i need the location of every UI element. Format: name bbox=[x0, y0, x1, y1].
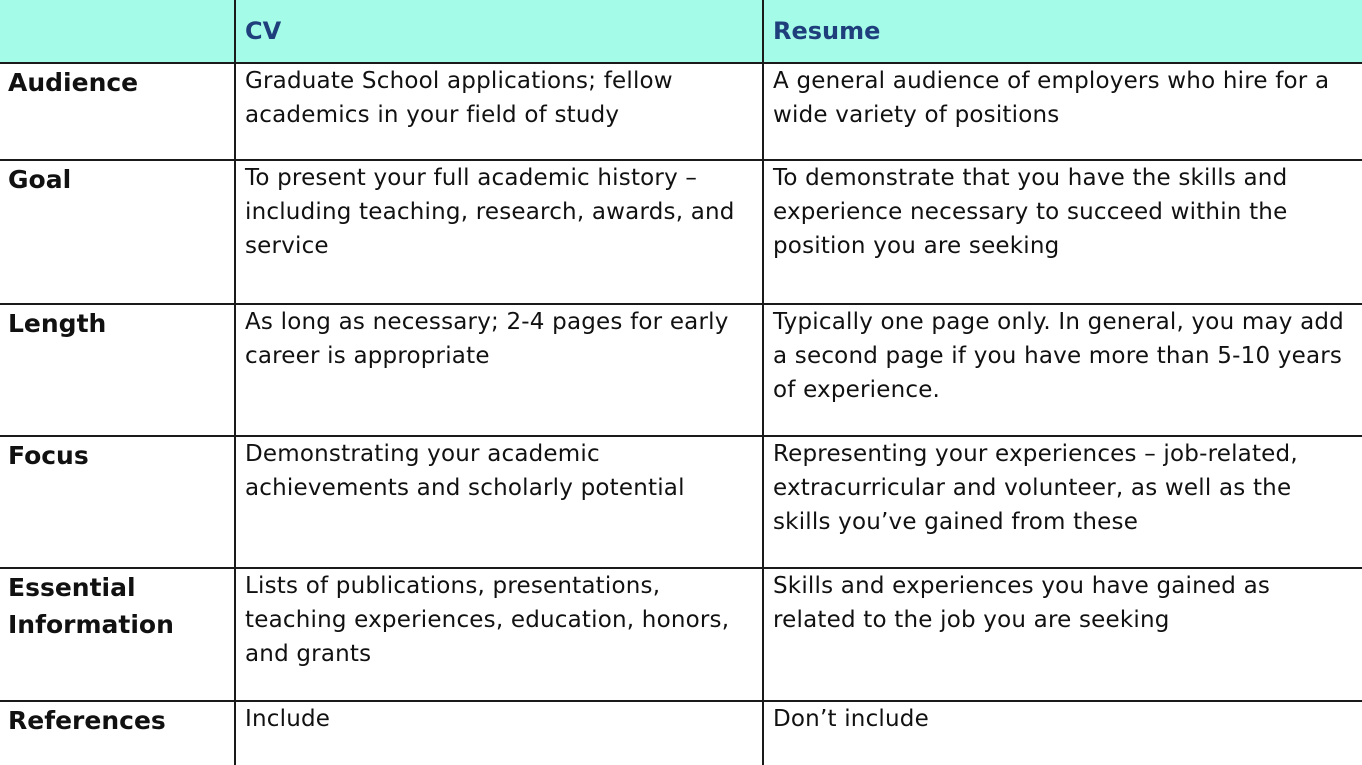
resume-essential-information-cell: Skills and experiences you have gained as related to the job you are seeking bbox=[763, 568, 1362, 701]
resume-length-cell: Typically one page only. In general, you may add a second page if you have more than 5-10 years of experience. bbox=[763, 304, 1362, 436]
cv-focus-cell: Demonstrating your academic achievements and scholarly potential bbox=[235, 436, 763, 568]
row-label-references: References bbox=[0, 701, 235, 765]
table-row bbox=[0, 63, 1362, 160]
row-label-audience: Audience bbox=[0, 63, 235, 160]
table-header-row bbox=[0, 0, 1362, 63]
table-row bbox=[0, 304, 1362, 436]
header-corner-cell bbox=[0, 0, 235, 63]
resume-goal-cell: To demonstrate that you have the skills and experience necessary to succeed within the position you are seeking bbox=[763, 160, 1362, 304]
cv-length-cell: As long as necessary; 2-4 pages for early career is appropriate bbox=[235, 304, 763, 436]
row-label-goal: Goal bbox=[0, 160, 235, 304]
row-label-essential-information: Essential Information bbox=[0, 568, 235, 701]
table-row bbox=[0, 568, 1362, 701]
cv-essential-information-cell: Lists of publications, presentations, teaching experiences, education, honors, and grants bbox=[235, 568, 763, 701]
header-cv: CV bbox=[235, 0, 763, 63]
table-row bbox=[0, 701, 1362, 765]
cv-goal-cell: To present your full academic history – including teaching, research, awards, and service bbox=[235, 160, 763, 304]
resume-references-cell: Don’t include bbox=[763, 701, 1362, 765]
header-resume: Resume bbox=[763, 0, 1362, 63]
resume-focus-cell: Representing your experiences – job-related, extracurricular and volunteer, as well as the skills you’ve gained from these bbox=[763, 436, 1362, 568]
row-label-length: Length bbox=[0, 304, 235, 436]
table-row bbox=[0, 436, 1362, 568]
row-label-focus: Focus bbox=[0, 436, 235, 568]
resume-audience-cell: A general audience of employers who hire for a wide variety of positions bbox=[763, 63, 1362, 160]
cv-references-cell: Include bbox=[235, 701, 763, 765]
table-row bbox=[0, 160, 1362, 304]
cv-audience-cell: Graduate School applications; fellow academics in your field of study bbox=[235, 63, 763, 160]
